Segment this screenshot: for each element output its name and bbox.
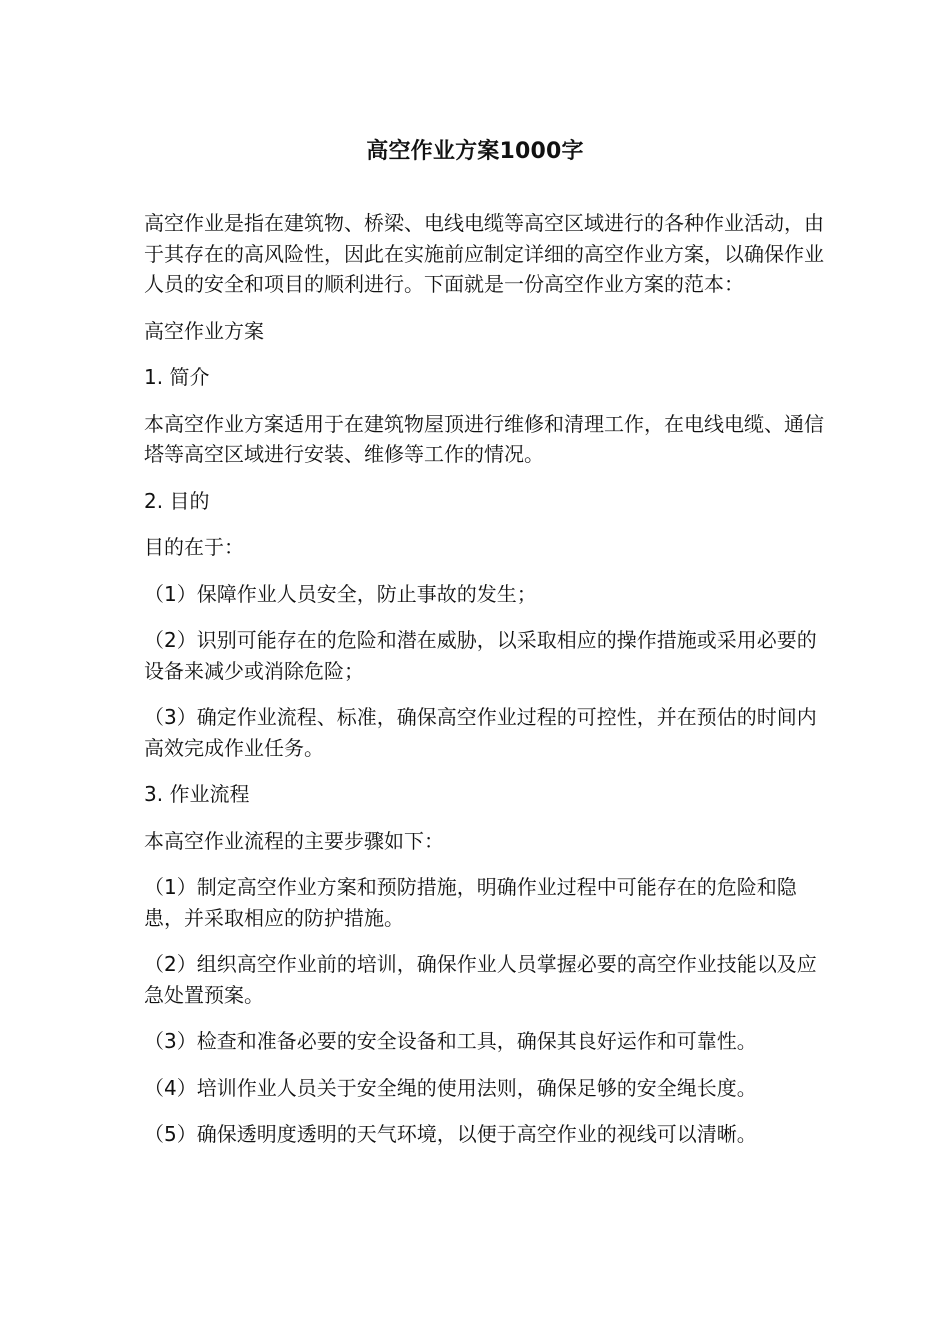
document-title: 高空作业方案1000字 [366, 139, 584, 164]
section-heading-purpose: 2. 目的 [144, 488, 210, 513]
process-lead: 本高空作业流程的主要步骤如下： [144, 828, 444, 853]
purpose-lead: 目的在于： [144, 535, 244, 559]
section-heading-process: 3. 作业流程 [144, 782, 250, 806]
document-body [144, 208, 824, 1166]
process-step: （4）培训作业人员关于安全绳的使用法则，确保足够的安全绳长度。 [144, 1075, 757, 1100]
process-step: （5）确保透明度透明的天气环境，以便于高空作业的视线可以清晰。 [144, 1122, 757, 1146]
plan-heading: 高空作业方案 [144, 318, 264, 343]
process-step: （1）制定高空作业方案和预防措施，明确作业过程中可能存在的危险和隐患，并采取相应的防护措施。 [144, 875, 797, 930]
section-heading-intro: 1. 简介 [144, 365, 210, 389]
purpose-item: （2）识别可能存在的危险和潜在威胁，以采取相应的操作措施或采用必要的设备来减少或消除危险； [144, 628, 817, 683]
purpose-item: （3）确定作业流程、标准，确保高空作业过程的可控性，并在预估的时间内高效完成作业任务。 [144, 705, 817, 760]
process-step: （3）检查和准备必要的安全设备和工具，确保其良好运作和可靠性。 [144, 1029, 757, 1053]
purpose-item: （1）保障作业人员安全，防止事故的发生； [144, 581, 537, 606]
intro-section-text: 本高空作业方案适用于在建筑物屋顶进行维修和清理工作，在电线电缆、通信塔等高空区域进行安装、维修等工作的情况。 [144, 411, 824, 466]
process-step: （2）组织高空作业前的培训，确保作业人员掌握必要的高空作业技能以及应急处置预案。 [144, 952, 817, 1007]
intro-paragraph: 高空作业是指在建筑物、桥梁、电线电缆等高空区域进行的各种作业活动，由于其存在的高风险性，因此在实施前应制定详细的高空作业方案，以确保作业人员的安全和项目的顺利进行。下面就是一份高空作业方案的范本： [144, 211, 824, 296]
